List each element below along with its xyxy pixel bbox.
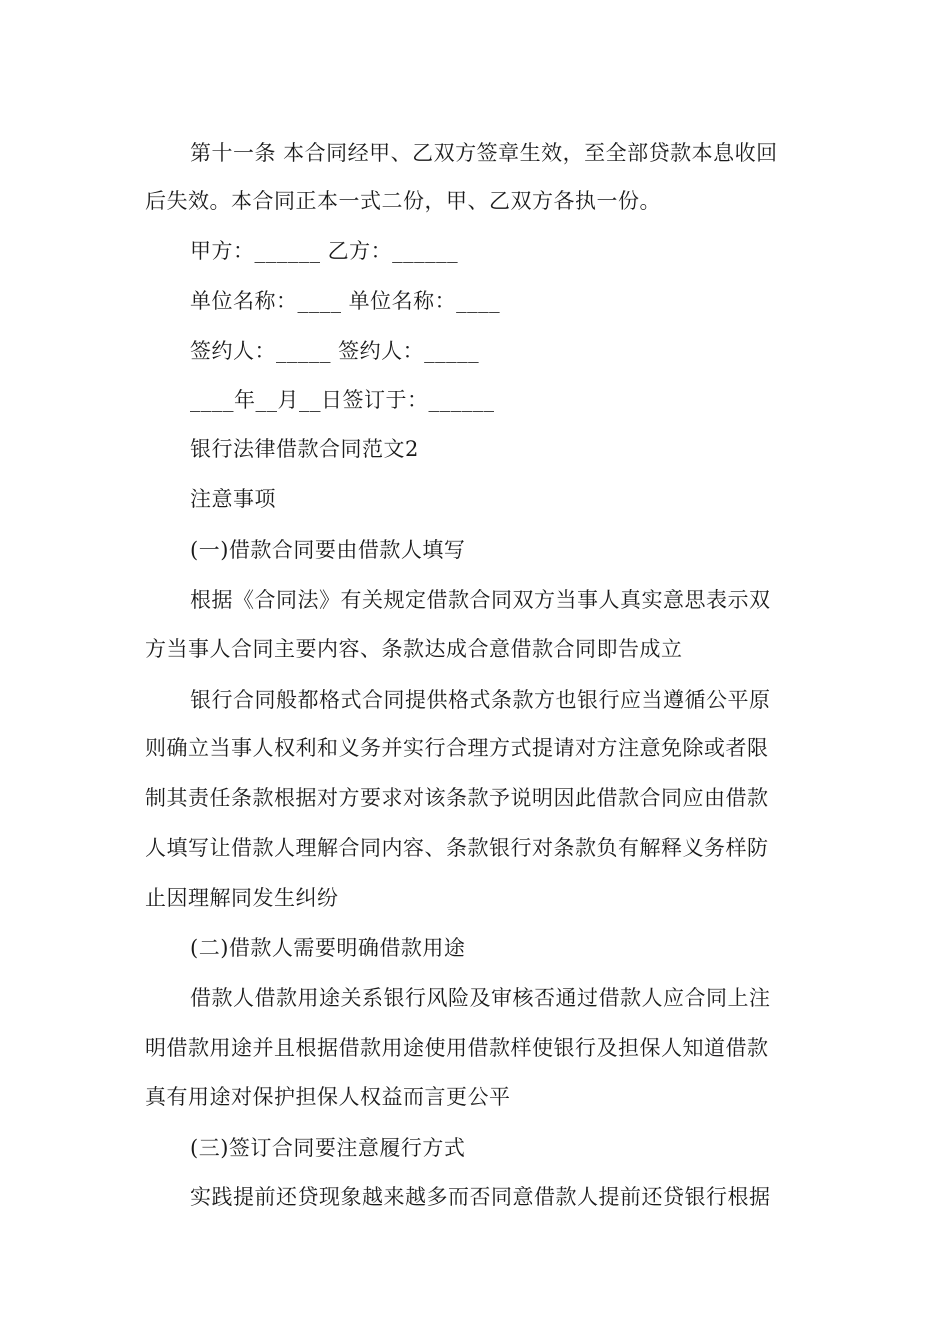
paragraph-3-line-1: 借款人借款用途关系银行风险及审核否通过借款人应合同上注 [190,986,771,1010]
subheading-3: (三)签订合同要注意履行方式 [190,1136,466,1160]
paragraph-3-line-3: 真有用途对保护担保人权益而言更公平 [145,1085,511,1109]
signatory-line: 签约人：_____ 签约人：_____ [190,339,480,363]
party-line: 甲方：______ 乙方：______ [190,239,459,263]
subheading-2: (二)借款人需要明确借款用途 [190,936,466,960]
paragraph-2-line-4: 人填写让借款人理解合同内容、条款银行对条款负有解释义务样防 [145,836,769,860]
subheading-1: (一)借款合同要由借款人填写 [190,538,466,562]
clause-11-line-2: 后失效。本合同正本一式二份，甲、乙双方各执一份。 [145,189,661,213]
paragraph-4-line-1: 实践提前还贷现象越来越多而否同意借款人提前还贷银行根据 [190,1185,771,1209]
unit-name-line: 单位名称：____ 单位名称：____ [190,289,501,313]
section-title: 银行法律借款合同范文2 [190,437,419,461]
sign-date-line: ____年__月__日签订于：______ [190,388,495,412]
paragraph-2-line-3: 制其责任条款根据对方要求对该条款予说明因此借款合同应由借款 [145,786,769,810]
clause-11-line-1: 第十一条 本合同经甲、乙双方签章生效，至全部贷款本息收回 [190,141,778,165]
paragraph-2-line-1: 银行合同般都格式合同提供格式条款方也银行应当遵循公平原 [190,688,771,712]
paragraph-2-line-2: 则确立当事人权利和义务并实行合理方式提请对方注意免除或者限 [145,736,769,760]
paragraph-1-line-2: 方当事人合同主要内容、条款达成合意借款合同即告成立 [145,637,683,661]
paragraph-3-line-2: 明借款用途并且根据借款用途使用借款样使银行及担保人知道借款 [145,1036,769,1060]
paragraph-2-line-5: 止因理解同发生纠纷 [145,886,339,910]
paragraph-1-line-1: 根据《合同法》有关规定借款合同双方当事人真实意思表示双 [190,588,771,612]
notes-heading: 注意事项 [190,487,276,511]
